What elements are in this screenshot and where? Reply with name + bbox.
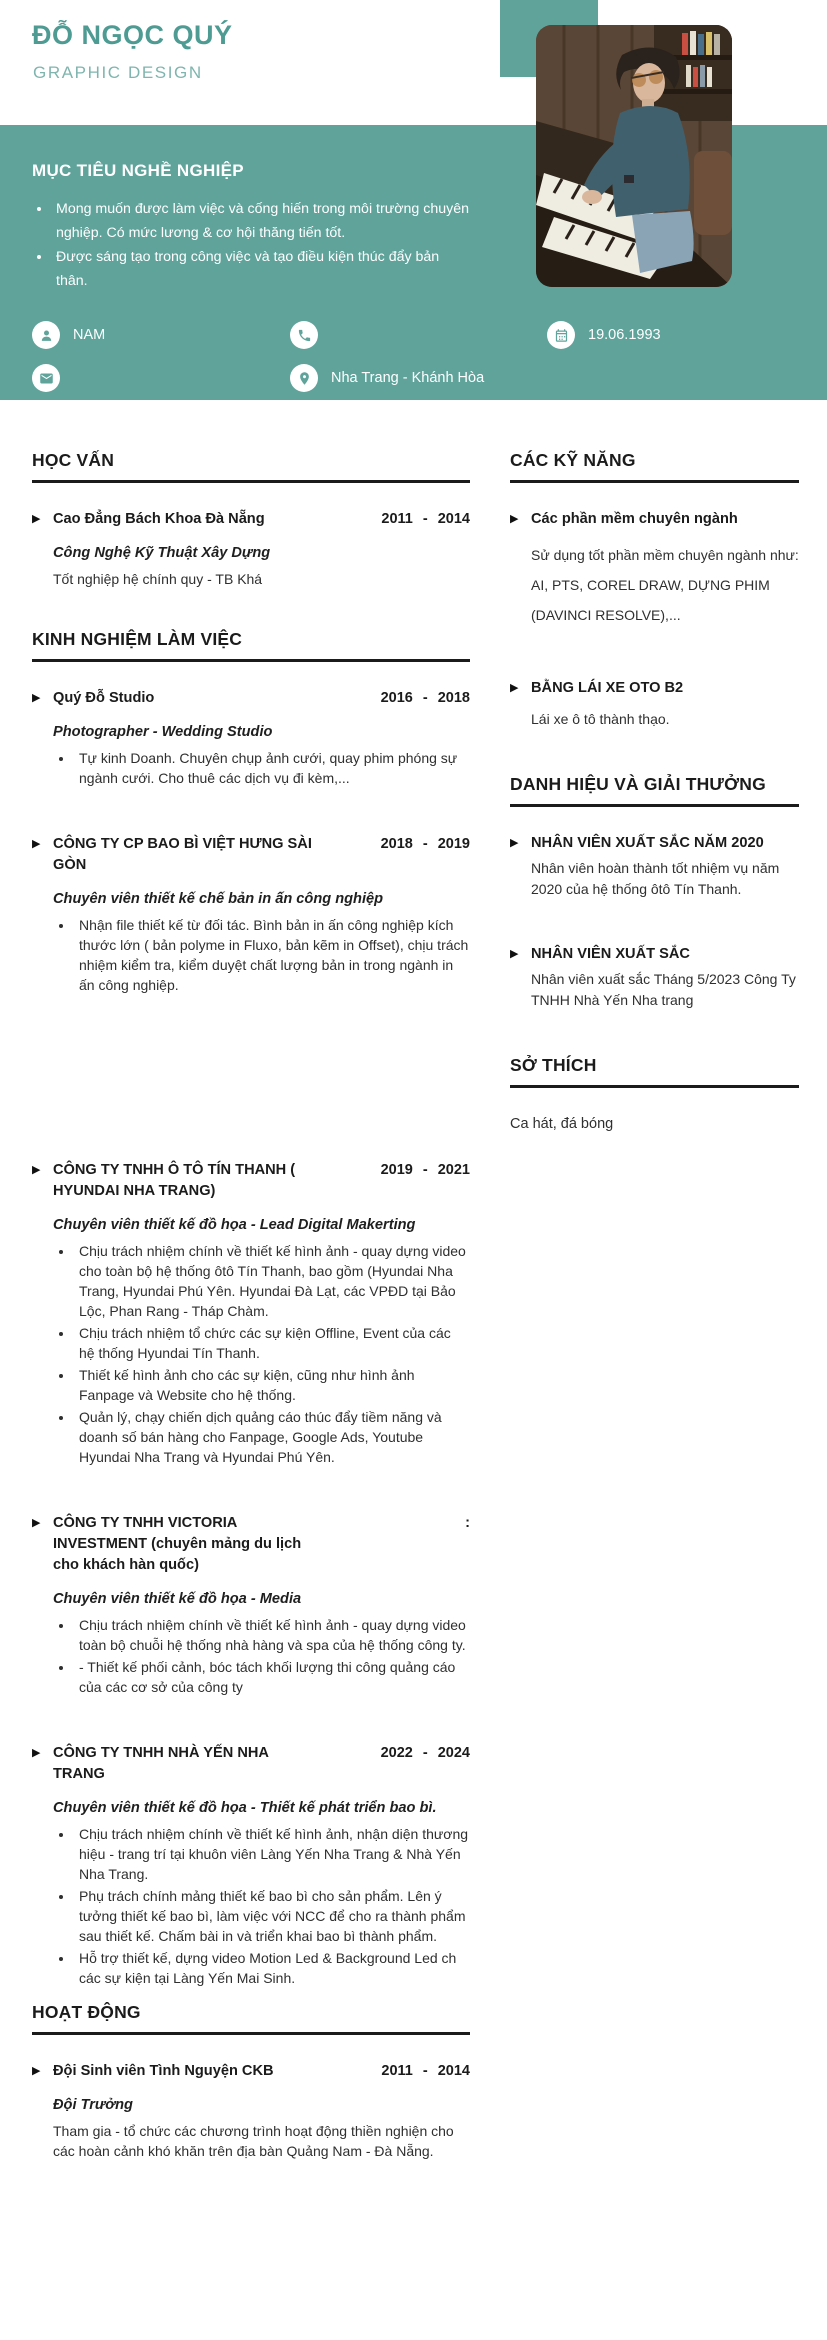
awards-heading: DANH HIỆU VÀ GIẢI THƯỞNG bbox=[510, 774, 799, 807]
experience-entry bbox=[32, 1513, 470, 1697]
right-column bbox=[510, 450, 799, 2161]
entry-title: CÔNG TY CP BAO BÌ VIỆT HƯNG SÀI GÒN bbox=[53, 836, 312, 873]
skill-entry bbox=[510, 678, 799, 730]
entry-bullets bbox=[58, 915, 470, 995]
entry-text: Lái xe ô tô thành thạo. bbox=[531, 711, 670, 727]
triangle-marker-icon: ▶ bbox=[32, 2065, 41, 2077]
entry-date: : bbox=[465, 1515, 470, 1531]
skills-heading: CÁC KỸ NĂNG bbox=[510, 450, 799, 483]
experience-entry bbox=[32, 834, 470, 995]
entry-text: Nhân viên xuất sắc Tháng 5/2023 Công Ty TNHH Nhà Yến Nha trang bbox=[531, 971, 796, 1008]
section-awards bbox=[510, 774, 799, 1011]
objective-heading: MỤC TIÊU NGHỀ NGHIỆP bbox=[32, 161, 244, 180]
entry-bullet: • - Thiết kế phối cảnh, bóc tách khối lượng thi công quảng cáo của các cơ sở của công ty bbox=[74, 1657, 470, 1697]
entry-bullets bbox=[58, 748, 470, 788]
phone-icon bbox=[290, 321, 318, 349]
triangle-marker-icon: ▶ bbox=[32, 692, 41, 704]
triangle-marker-icon: ▶ bbox=[32, 1747, 41, 1759]
education-heading: HỌC VẤN bbox=[32, 450, 470, 483]
entry-bullet: • Hỗ trợ thiết kế, dựng video Motion Led & Background Led ch các sự kiện tại Làng Yến Mai Sinh. bbox=[74, 1948, 470, 1988]
entry-date: 2019 - 2021 bbox=[380, 1162, 470, 1178]
entry-head bbox=[510, 944, 799, 965]
contact-gender-value: NAM bbox=[73, 327, 106, 343]
entry-title: BẰNG LÁI XE OTO B2 bbox=[531, 680, 684, 696]
skill-entry bbox=[510, 509, 799, 630]
profile-photo-illustration bbox=[536, 25, 732, 287]
entry-head bbox=[32, 1743, 470, 1785]
entry-subtitle: Photographer - Wedding Studio bbox=[53, 724, 273, 740]
left-column bbox=[32, 450, 470, 2161]
activities-heading: HOẠT ĐỘNG bbox=[32, 2002, 470, 2035]
entry-title: Quý Đỗ Studio bbox=[53, 690, 155, 706]
triangle-marker-icon: ▶ bbox=[510, 837, 519, 849]
profile-photo bbox=[536, 25, 732, 287]
contact-phone bbox=[290, 321, 547, 349]
entry-head bbox=[510, 509, 799, 530]
experience-entry bbox=[32, 1743, 470, 1988]
entry-date: 2011 - 2014 bbox=[381, 2063, 470, 2079]
entry-head bbox=[32, 688, 470, 709]
activity-entry bbox=[32, 2061, 470, 2161]
section-experience bbox=[32, 629, 470, 1988]
experience-heading: KINH NGHIỆM LÀM VIỆC bbox=[32, 629, 470, 662]
entry-title: Các phần mềm chuyên ngành bbox=[531, 511, 738, 527]
entry-head bbox=[32, 834, 470, 876]
entry-title: Đội Sinh viên Tình Nguyện CKB bbox=[53, 2063, 274, 2079]
objective-list bbox=[0, 197, 472, 293]
entry-bullet: • Thiết kế hình ảnh cho các sự kiện, cũng như hình ảnh Fanpage và Website cho hệ thống. bbox=[74, 1365, 470, 1405]
entry-date: 2022 - 2024 bbox=[380, 1745, 470, 1761]
entry-subtitle: Chuyên viên thiết kế đồ họa - Media bbox=[53, 1591, 302, 1607]
entry-date: 2018 - 2019 bbox=[380, 836, 470, 852]
entry-title: CÔNG TY TNHH VICTORIA INVESTMENT (chuyên mảng du lịch cho khách hàn quốc) bbox=[53, 1515, 302, 1573]
main-columns bbox=[0, 400, 827, 2161]
contact-address-value: Nha Trang - Khánh Hòa bbox=[331, 370, 485, 386]
triangle-marker-icon: ▶ bbox=[510, 682, 519, 694]
entry-subtitle: Chuyên viên thiết kế đồ họa - Lead Digital Makerting bbox=[53, 1217, 416, 1233]
entry-title: CÔNG TY TNHH NHÀ YẾN NHA TRANG bbox=[53, 1745, 269, 1782]
header bbox=[0, 0, 827, 125]
entry-date: 2011 - 2014 bbox=[381, 511, 470, 527]
entry-bullet: • Tự kinh Doanh. Chuyên chụp ảnh cưới, quay phim phóng sự ngành cưới. Cho thuê các dịch vụ đi kèm,... bbox=[74, 748, 470, 788]
award-entry bbox=[510, 944, 799, 1011]
entry-bullet: • Chịu trách nhiệm chính về thiết kế hình ảnh - quay dựng video toàn bộ chuỗi hệ thống nhà hàng và spa của hệ thống công ty. bbox=[74, 1615, 470, 1655]
objective-bullet: • Mong muốn được làm việc và cống hiến trong môi trường chuyên nghiệp. Có mức lương & cơ hội thăng tiến tốt. bbox=[52, 197, 472, 245]
entry-head bbox=[510, 833, 799, 854]
entry-subtitle: Công Nghệ Kỹ Thuật Xây Dựng bbox=[53, 545, 271, 561]
entry-bullet: • Chịu trách nhiệm chính về thiết kế hình ảnh, nhận diện thương hiệu - trang trí tại khuôn viên Làng Yến Nha Trang & Nhà Yến Nha Trang. bbox=[74, 1824, 470, 1884]
entry-bullet: • Phụ trách chính mảng thiết kế bao bì cho sản phẩm. Lên ý tưởng thiết kế bao bì, làm việc với NCC để cho ra thành phẩm sau thiết kế. Chấm bài in và triển khai bao bì thành phẩm. bbox=[74, 1886, 470, 1946]
contact-email bbox=[32, 364, 290, 392]
entry-head bbox=[32, 2061, 470, 2082]
contact-grid bbox=[32, 321, 787, 392]
entry-subtitle: Chuyên viên thiết kế đồ họa - Thiết kế phát triển bao bì. bbox=[53, 1800, 437, 1816]
hobbies-heading: SỞ THÍCH bbox=[510, 1055, 799, 1088]
entry-bullet: • Chịu trách nhiệm tổ chức các sự kiện Offline, Event của các hệ thống Hyundai Tín Thanh. bbox=[74, 1323, 470, 1363]
triangle-marker-icon: ▶ bbox=[32, 1517, 41, 1529]
entry-title: CÔNG TY TNHH Ô TÔ TÍN THANH ( HYUNDAI NHA TRANG) bbox=[53, 1162, 296, 1199]
entry-title: NHÂN VIÊN XUẤT SẮC bbox=[531, 946, 690, 962]
location-icon bbox=[290, 364, 318, 392]
entry-bullet: • Chịu trách nhiệm chính về thiết kế hình ảnh - quay dựng video cho toàn bộ hệ thống ôtô Tín Thanh, bao gồm (Hyundai Nha Trang, Hyundai Phú Yên. Hyundai Đà Lạt, các VPĐD tại Bảo Lộc, Phan Rang - Tháp Chàm. bbox=[74, 1241, 470, 1321]
award-entry bbox=[510, 833, 799, 900]
triangle-marker-icon: ▶ bbox=[32, 1164, 41, 1176]
calendar-icon bbox=[547, 321, 575, 349]
entry-text: Nhân viên hoàn thành tốt nhiệm vụ năm 2020 của hệ thống ôtô Tín Thanh. bbox=[531, 860, 780, 897]
entry-subtitle: Chuyên viên thiết kế chế bản in ấn công nghiệp bbox=[53, 891, 384, 907]
entry-head bbox=[510, 678, 799, 699]
entry-head bbox=[32, 509, 470, 530]
contact-gender bbox=[32, 321, 290, 349]
entry-title: Cao Đẳng Bách Khoa Đà Nẵng bbox=[53, 511, 265, 527]
entry-title: NHÂN VIÊN XUẤT SẮC NĂM 2020 bbox=[531, 835, 764, 851]
entry-bullet: • Nhận file thiết kế từ đối tác. Bình bản in ấn công nghiệp kích thước lớn ( bản polyme in Fluxo, bản kẽm in Offset), chịu trách nhiệm kiểm tra, kiểm duyệt chất lượng bản in trong ngành in ấn công nghiệp. bbox=[74, 915, 470, 995]
candidate-role: GRAPHIC DESIGN bbox=[33, 63, 203, 82]
objective-bullet: • Được sáng tạo trong công việc và tạo điều kiện thúc đẩy bản thân. bbox=[52, 245, 472, 293]
contact-address bbox=[290, 364, 547, 392]
triangle-marker-icon: ▶ bbox=[510, 513, 519, 525]
entry-bullet: • Quản lý, chạy chiến dịch quảng cáo thúc đẩy tiềm năng và doanh số bán hàng cho Fanpage, Google Ads, Youtube Hyundai Nha Trang và Hyundai Phú Yên. bbox=[74, 1407, 470, 1467]
entry-bullets bbox=[58, 1615, 470, 1697]
section-education bbox=[32, 450, 470, 589]
contact-dob-value: 19.06.1993 bbox=[588, 327, 661, 343]
entry-date: 2016 - 2018 bbox=[380, 690, 470, 706]
entry-head bbox=[32, 1160, 470, 1202]
section-hobbies bbox=[510, 1055, 799, 1134]
triangle-marker-icon: ▶ bbox=[32, 838, 41, 850]
education-entry bbox=[32, 509, 470, 589]
triangle-marker-icon: ▶ bbox=[510, 948, 519, 960]
entry-text: Tham gia - tổ chức các chương trình hoạt động thiền nghiện cho các hoàn cảnh khó khăn trên địa bàn Quảng Nam - Đà Nẵng. bbox=[53, 2123, 454, 2159]
mail-icon bbox=[32, 364, 60, 392]
contact-dob bbox=[547, 321, 787, 349]
section-activities bbox=[32, 2002, 470, 2161]
entry-subtitle: Đội Trưởng bbox=[53, 2097, 133, 2113]
entry-bullets bbox=[58, 1241, 470, 1467]
hobbies-text: Ca hát, đá bóng bbox=[510, 1116, 614, 1132]
experience-entry bbox=[32, 688, 470, 788]
user-icon bbox=[32, 321, 60, 349]
entry-text: Sử dụng tốt phần mềm chuyên ngành như: AI, PTS, COREL DRAW, DỰNG PHIM (DAVINCI RESOLVE),... bbox=[531, 547, 799, 623]
entry-text: Tốt nghiệp hệ chính quy - TB Khá bbox=[53, 571, 263, 587]
entry-bullets bbox=[58, 1824, 470, 1988]
experience-entry bbox=[32, 1160, 470, 1467]
triangle-marker-icon: ▶ bbox=[32, 513, 41, 525]
entry-head bbox=[32, 1513, 470, 1576]
contact-empty-cell bbox=[547, 364, 787, 392]
candidate-name: ĐỖ NGỌC QUÝ bbox=[32, 20, 233, 50]
section-skills bbox=[510, 450, 799, 730]
